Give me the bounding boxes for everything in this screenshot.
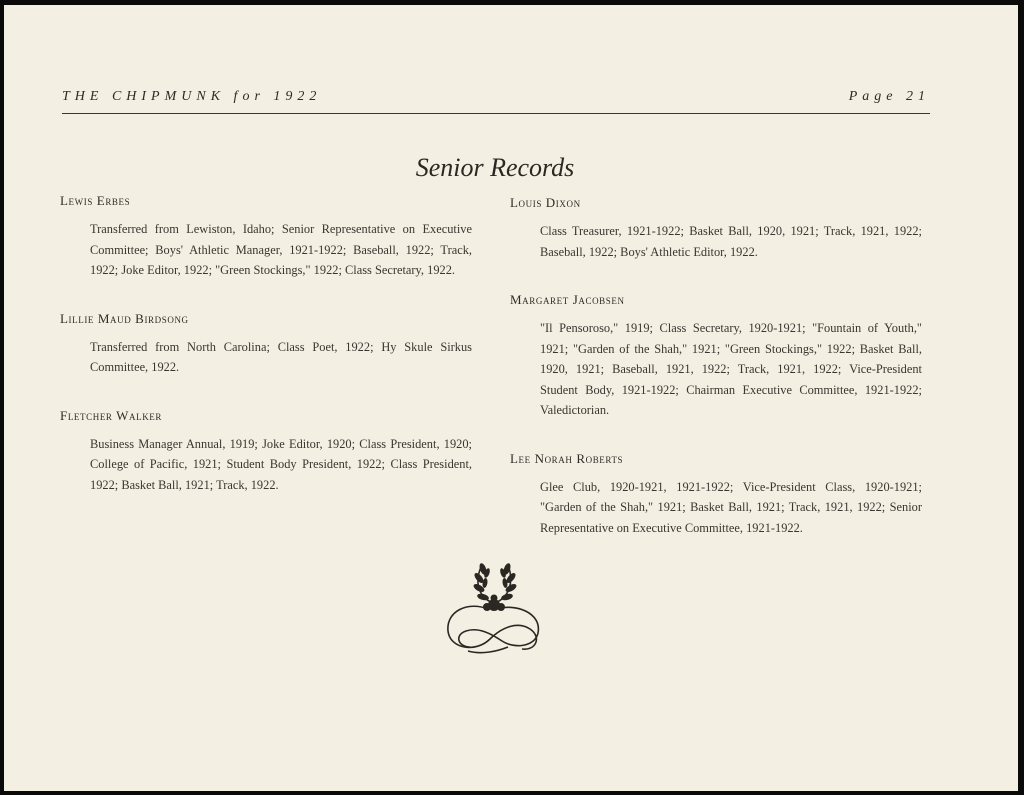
page-number: Page 21 xyxy=(848,89,930,104)
right-column xyxy=(510,195,922,568)
senior-record: "Il Pensoroso," 1919; Class Secretary, 1920-1921; "Fountain of Youth," 1921; "Garden of the Shah," 1921; "Green Stockings," 1922; Basket Ball, 1920, 1921; Baseball, 1921, 1922; Track, 1921, 1922; Vice-President Student Body, 1921-1922; Chairman Executive Committee, 1921-1922; Valedictorian. xyxy=(540,321,922,417)
senior-name: Lillie Maud Birdsong xyxy=(60,310,189,326)
senior-name: Lewis Erbes xyxy=(60,193,131,208)
senior-name: Louis Dixon xyxy=(510,195,581,210)
senior-entry xyxy=(510,292,922,421)
page-title: Senior Records xyxy=(415,153,575,182)
senior-record: Transferred from Lewiston, Idaho; Senior Representative on Executive Committee; Boys' Athletic Manager, 1921-1922; Baseball, 1922; Track, 1922; Joke Editor, 1922; "Green Stockings," 1922; Class Secretary, 1922. xyxy=(90,222,472,277)
laurel-wreath-ornament-icon xyxy=(438,551,548,661)
running-title: THE CHIPMUNK for 1922 xyxy=(62,89,322,104)
senior-entry xyxy=(510,195,922,262)
senior-record: Transferred from North Carolina; Class Poet, 1922; Hy Skule Sirkus Committee, 1922. xyxy=(90,339,472,374)
left-column xyxy=(60,193,472,525)
senior-name: Margaret Jacobsen xyxy=(510,292,625,307)
senior-entry xyxy=(510,451,922,539)
senior-name: Lee Norah Roberts xyxy=(510,450,624,466)
senior-entry xyxy=(60,408,472,496)
yearbook-page xyxy=(4,5,1018,791)
senior-record: Business Manager Annual, 1919; Joke Editor, 1920; Class President, 1920; College of Pacific, 1921; Student Body President, 1922; Class President, 1922; Basket Ball, 1921; Track, 1922. xyxy=(90,436,472,492)
senior-entry xyxy=(60,193,472,281)
senior-record: Class Treasurer, 1921-1922; Basket Ball, 1920, 1921; Track, 1921, 1922; Baseball, 1922; Boys' Athletic Editor, 1922. xyxy=(540,224,922,259)
senior-name: Fletcher Walker xyxy=(60,407,163,423)
senior-record: Glee Club, 1920-1921, 1921-1922; Vice-President Class, 1920-1921; "Garden of the Shah," 1921; Basket Ball, 1921; Track, 1921, 1922; Senior Representative on Executive Committee, 1921-1922. xyxy=(540,479,922,535)
running-head xyxy=(62,89,930,109)
senior-entry xyxy=(60,311,472,378)
header-rule xyxy=(62,113,930,114)
